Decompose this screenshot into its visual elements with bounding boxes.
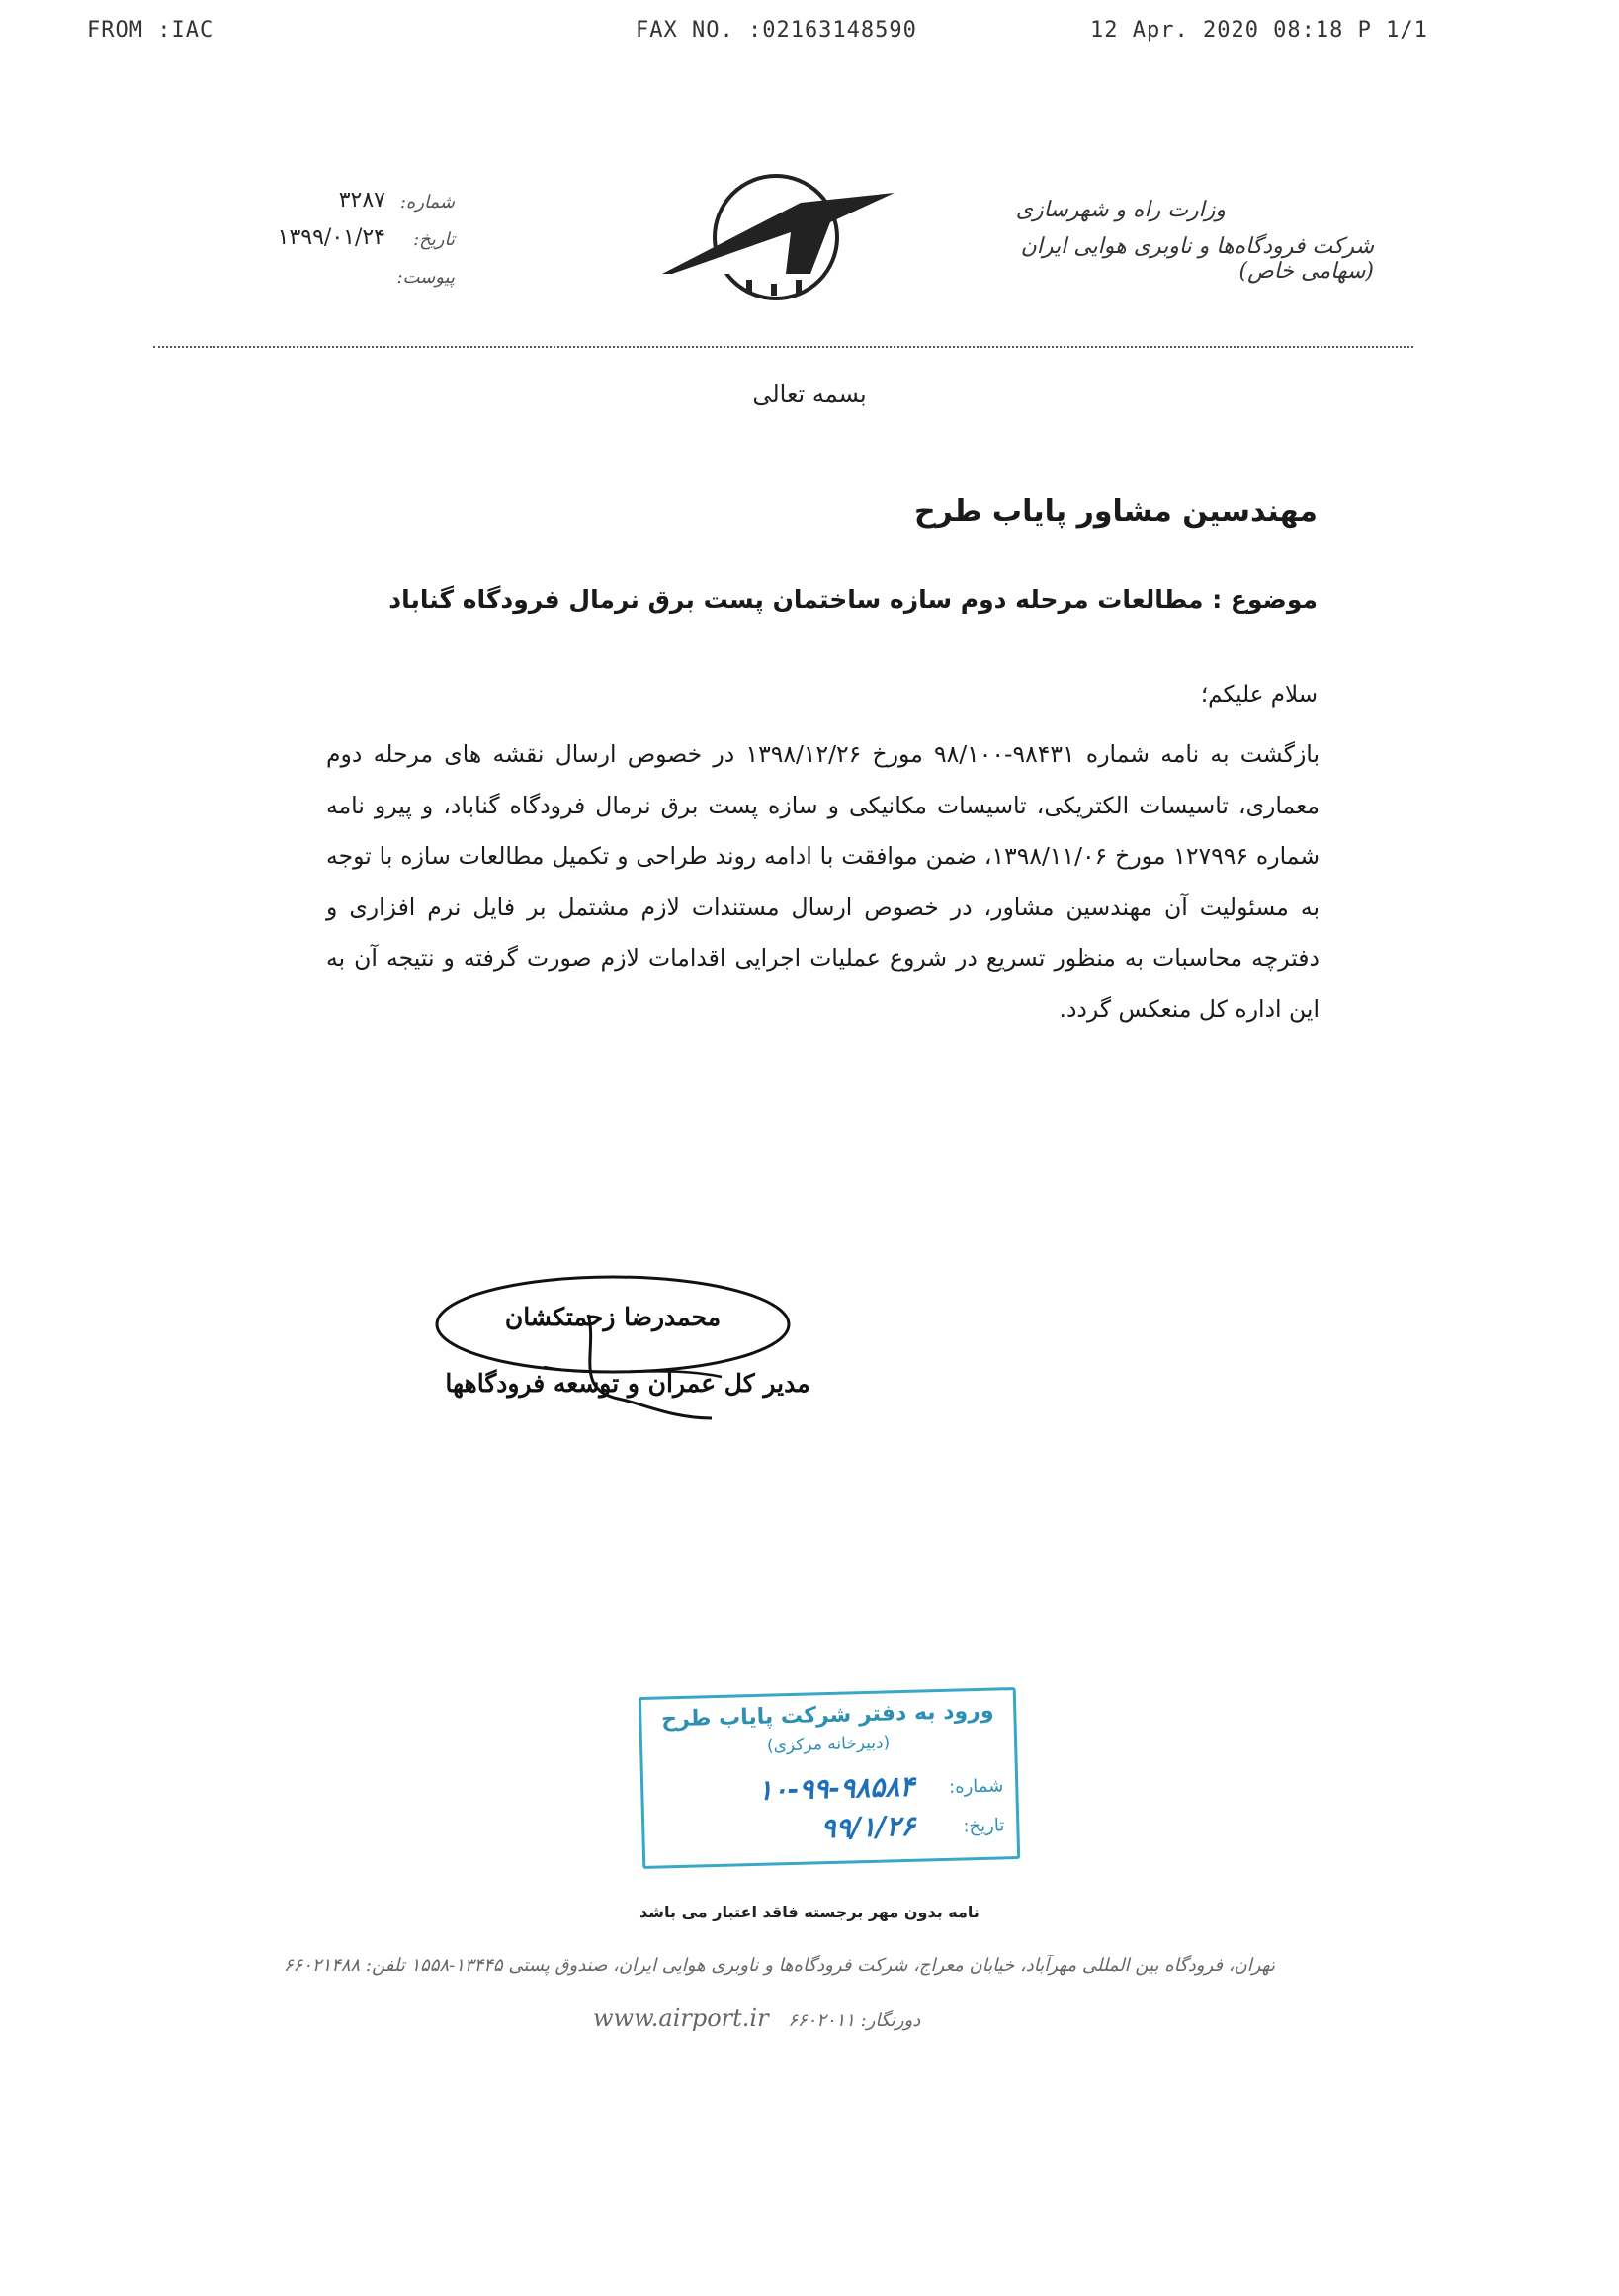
footer-contact xyxy=(593,2004,920,2032)
reference-block xyxy=(217,188,455,300)
footer-fax: دورنگار: ۶۶۰۲۰۱۱ xyxy=(788,2010,921,2031)
ref-attachment-label: پیوست: xyxy=(396,267,455,288)
letter-body: بازگشت به نامه شماره ۹۸۴۳۱-۹۸/۱۰۰ مورخ ۱۳۹۸/۱۲/۲۶ در خصوص ارسال نقشه های مرحله دوم معماری، تاسیسات الکتریکی، تاسیسات مکانیکی و سازه پست برق نرمال فرودگاه گناباد، و پیرو نامه شماره ۱۲۷۹۹۶ مورخ ۱۳۹۸/۱۱/۰۶، ضمن موافقت با ادامه روند طراحی و تکمیل مطالعات سازه با توجه به مسئولیت آن مهندسین مشاور، در خصوص ارسال مستندات لازم مشتمل بر فایل نرم افزاری و دفترچه محاسبات به منظور تسریع در شروع عملیات اجرایی اقدامات لازم صورت گرفته و نتیجه آن به این اداره کل منعکس گردد. xyxy=(326,740,1321,1023)
footer-address: تهران، فرودگاه بین المللی مهرآباد، خیابان معراج، شرکت فرودگاه‌ها و ناوبری هوایی ایران، صندوق پستی ۱۳۴۴۵-۱۵۵۸ تلفن: ۶۶۰۲۱۴۸۸ xyxy=(283,1955,1275,1976)
addressee: مهندسین مشاور پایاب طرح xyxy=(913,494,1318,529)
company-name: شرکت فرودگاه‌ها و ناوبری هوایی ایران (سهامی خاص) xyxy=(1020,234,1374,284)
footer-website[interactable]: www.airport.ir xyxy=(593,2004,769,2032)
signatory-name: محمدرضا زحمتکشان xyxy=(504,1303,722,1331)
signature-block xyxy=(425,1270,820,1428)
basmala: بسمه تعالی xyxy=(752,381,867,408)
stamp-date-row xyxy=(654,1807,1005,1855)
ref-date: ۱۳۹۹/۰۱/۲۴ xyxy=(277,225,385,250)
stamp-number: ۱۰-۹۹-۹۸۵۸۴ xyxy=(757,1769,915,1807)
airport-company-logo-icon xyxy=(652,163,909,325)
ref-attachment-row xyxy=(217,263,455,300)
header-divider xyxy=(153,346,1413,348)
fax-transmission-header xyxy=(87,18,1451,53)
subject-line: موضوع : مطالعات مرحله دوم سازه ساختمان پست برق نرمال فرودگاه گناباد xyxy=(388,585,1318,614)
organization-name-block xyxy=(979,198,1374,284)
stamp-number-label: شماره: xyxy=(948,1775,1004,1798)
stamp-subtitle: (دبیرخانه مرکزی) xyxy=(766,1733,891,1756)
stamp-date-label: تاریخ: xyxy=(963,1815,1005,1837)
ministry-name: وزارت راه و شهرسازی xyxy=(1015,198,1226,222)
stamp-date: ۹۹/۱/۲۶ xyxy=(820,1809,916,1845)
signature-oval-icon xyxy=(425,1270,820,1428)
fax-number: FAX NO. :02163148590 xyxy=(636,18,917,43)
signatory-title: مدیر کل عمران و توسعه فرودگاهها xyxy=(445,1369,810,1398)
fax-datetime-page: 12 Apr. 2020 08:18 P 1/1 xyxy=(1090,18,1428,43)
ref-number-row xyxy=(217,188,455,225)
fax-from: FROM :IAC xyxy=(87,18,214,43)
stamp-title: ورود به دفتر شرکت پایاب طرح xyxy=(660,1698,994,1733)
greeting: سلام علیکم؛ xyxy=(1200,682,1318,708)
letterhead xyxy=(0,158,1619,356)
ref-number-label: شماره: xyxy=(399,192,455,213)
ref-date-label: تاریخ: xyxy=(413,229,455,250)
ref-number: ۳۲۸۷ xyxy=(338,188,385,213)
receipt-stamp xyxy=(639,1687,1020,1869)
validity-footnote: نامه بدون مهر برجسته فاقد اعتبار می باشد xyxy=(639,1903,980,1921)
ref-date-row xyxy=(217,225,455,263)
